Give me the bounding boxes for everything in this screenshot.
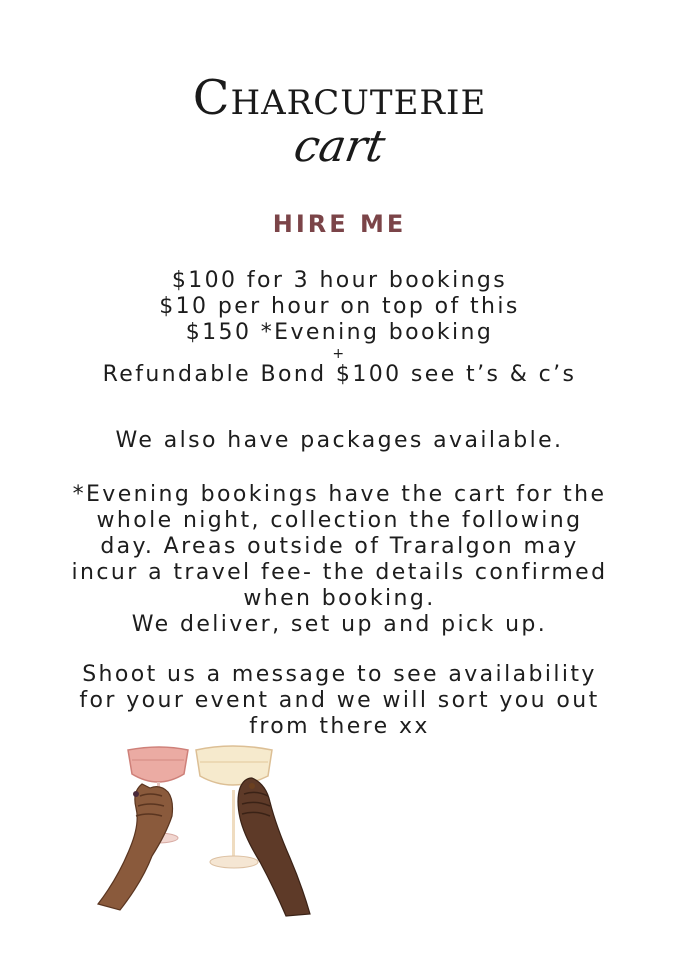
evening-line: day. Areas outside of Traralgon may (100, 534, 579, 559)
pricing-section (0, 268, 679, 388)
brand-title: Charcuterie (192, 70, 487, 126)
hire-me-heading: HIRE ME (272, 210, 407, 238)
pricing-line: $10 per hour on top of this (159, 294, 520, 319)
packages-line: We also have packages available. (115, 428, 564, 453)
contact-note (0, 662, 679, 740)
evening-line: whole night, collection the following (96, 508, 583, 533)
evening-line: *Evening bookings have the cart for the (72, 482, 607, 507)
packages-note (0, 428, 679, 454)
evening-note (0, 482, 679, 638)
plus-sign: + (332, 346, 347, 362)
contact-line: for your event and we will sort you out (79, 688, 600, 713)
evening-line: when booking. (243, 586, 436, 611)
brand-subtitle: cart (290, 121, 389, 172)
pricing-line: $100 for 3 hour bookings (171, 268, 508, 293)
pricing-line: $150 *Evening booking (185, 320, 494, 345)
cheers-glasses-hands-icon (80, 738, 320, 918)
contact-line: from there xx (249, 714, 430, 739)
evening-line: incur a travel fee- the details confirmed (71, 560, 608, 585)
bond-line: Refundable Bond $100 see t’s & c’s (102, 362, 577, 387)
evening-line: We deliver, set up and pick up. (131, 612, 548, 637)
contact-line: Shoot us a message to see availability (82, 662, 597, 687)
brand-logo (0, 70, 679, 172)
